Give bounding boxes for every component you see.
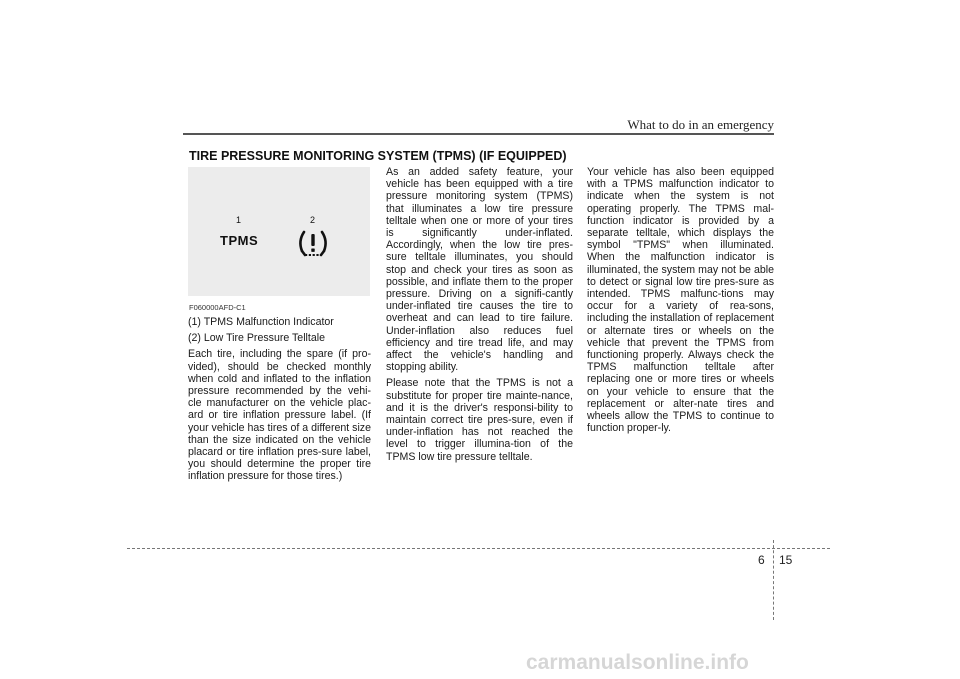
footer-separator bbox=[773, 540, 774, 620]
section-heading: TIRE PRESSURE MONITORING SYSTEM (TPMS) (IF EQUIPPED) bbox=[189, 149, 567, 163]
column-2 bbox=[386, 166, 573, 467]
paragraph-tpms-feature: As an added safety feature, your vehicle has been equipped with a tire pressure monitoring system (TPMS) that illuminates a low tire pressure telltale when one or more of your tires is significantly under-inflated. Accordingly, when the low tire pres-sure telltale illuminates, you should stop and check your tires as soon as possible, and inflate them to the proper pressure. Driving on a signifi-cantly under-inflated tire causes the tire to overheat and can lead to tire failure. Under-inflation also reduces fuel efficiency and tire tread life, and may affect the vehicle's handling and stopping ability. bbox=[386, 166, 573, 374]
figure-code: F060000AFD-C1 bbox=[189, 303, 246, 312]
header-rule bbox=[183, 133, 774, 135]
column-3 bbox=[587, 166, 774, 438]
page-number: 15 bbox=[779, 553, 793, 567]
caption-low-tire-pressure-telltale: (2) Low Tire Pressure Telltale bbox=[188, 332, 325, 345]
caption-tpms-malfunction-indicator: (1) TPMS Malfunction Indicator bbox=[188, 316, 334, 328]
watermark: carmanualsonline.info bbox=[526, 651, 749, 674]
page-chapter-number: 6 bbox=[758, 553, 765, 567]
footer-rule bbox=[127, 548, 830, 549]
figure-callout-2: 2 bbox=[310, 215, 316, 225]
running-header-title: What to do in an emergency bbox=[627, 117, 774, 132]
figure-callout-1: 1 bbox=[236, 215, 242, 225]
tire-pressure-warning-icon bbox=[296, 227, 330, 261]
column-1 bbox=[188, 316, 371, 487]
tpms-indicator-figure bbox=[188, 167, 370, 296]
paragraph-tpms-not-substitute: Please note that the TPMS is not a substitute for proper tire mainte-nance, and it is the driver's responsi-bility to maintain correct tire pres-sure, even if under-inflation has not reached the level to trigger illumina-tion of the TPMS low tire pressure telltale. bbox=[386, 377, 573, 463]
tpms-malfunction-indicator-symbol: TPMS bbox=[220, 233, 259, 248]
paragraph-tpms-malfunction: Your vehicle has also been equipped with a TPMS malfunction indicator to indicate when the system is not operating properly. The TPMS mal-function indicator is provided by a separate telltale, which displays the symbol "TPMS" when illuminated. When the malfunction indicator is illuminated, the system may not be able to detect or signal low tire pres-sure as intended. TPMS malfunc-tions may occur for a variety of rea-sons, including the installation of replacement or alternate tires or wheels on the vehicle that prevent the TPMS from functioning properly. Always check the TPMS malfunction telltale after replacing one or more tires or wheels on your vehicle to ensure that the replacement or alter-nate tires and wheels allow the TPMS to continue to function proper-ly. bbox=[587, 166, 774, 435]
paragraph-monthly-check: Each tire, including the spare (if pro-vided), should be checked monthly when cold and inflated to the inflation pressure recommended by the vehi-cle manufacturer on the vehicle plac-ard or tire inflation pressure label. (If your vehicle has tires of a different size than the size indicated on the vehicle placard or tire inflation pres-sure label, you should determine the proper tire inflation pressure for those tires.) bbox=[188, 348, 371, 483]
